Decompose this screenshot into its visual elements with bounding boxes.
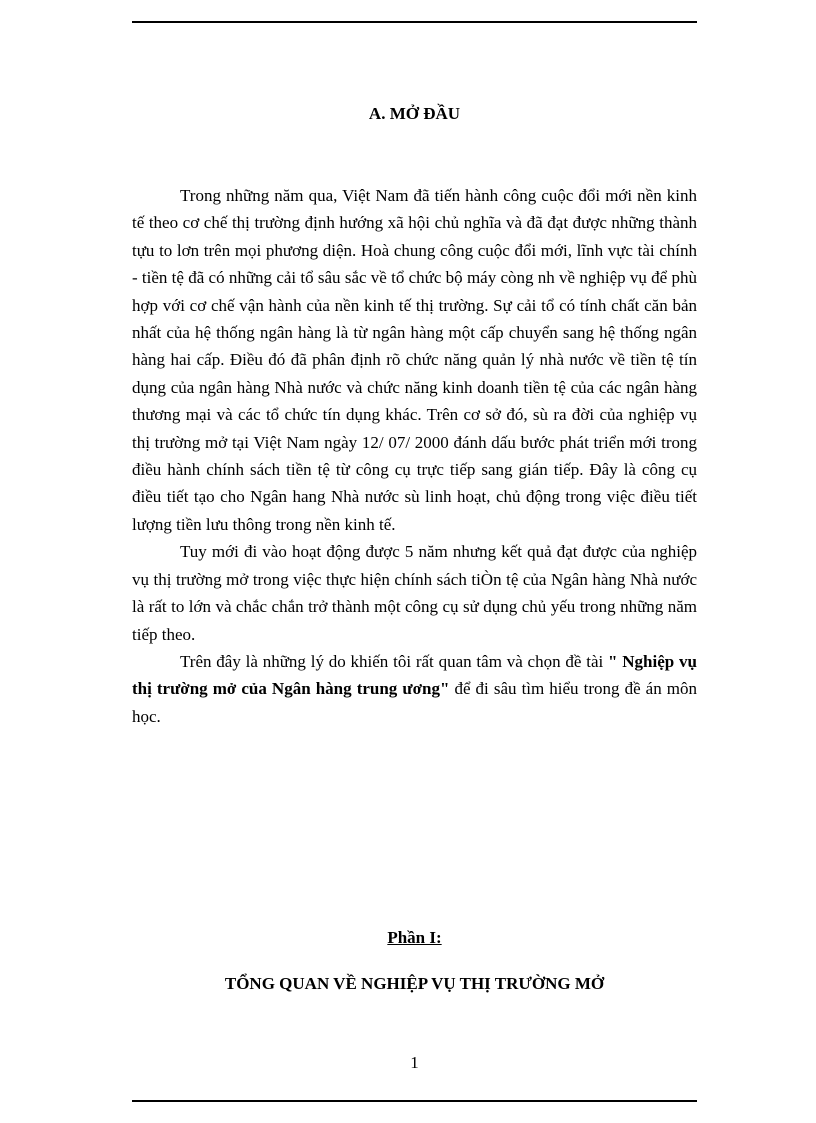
header-rule <box>132 21 697 23</box>
footer-rule <box>132 1100 697 1102</box>
page-number: 1 <box>410 1053 419 1072</box>
body-text <box>132 182 697 730</box>
paragraph-3-lead: Trên đây là những lý do khiến tôi rất quan tâm và chọn đề tài <box>180 651 609 671</box>
paragraph-1: Trong những năm qua, Việt Nam đã tiến hành công cuộc đổi mới nền kinh tế theo cơ chế thị trường định hướng xã hội chủ nghĩa và đã đạt được những thành tựu to lơn trên mọi phương diện. Hoà chung công cuộc đổi mới, lĩnh vực tài chính - tiền tệ đã có những cải tổ sâu sắc về tổ chức bộ máy còng nh về nghiệp vụ để phù hợp với cơ chế vận hành của nền kinh tế thị trường. Sự cải tổ có tính chất căn bản nhất của hệ thống ngân hàng là từ ngân hàng một cấp chuyển sang hệ thống ngân hàng hai cấp. Điều đó đã phân định rõ chức năng quản lý nhà nước về tiền tệ tín dụng của ngân hàng Nhà nước và chức năng kinh doanh tiền tệ của các ngân hàng thương mại và các tổ chức tín dụng khác. Trên cơ sở đó, sù ra đời của nghiệp vụ thị trường mở tại Việt Nam ngày 12/ 07/ 2000 đánh dấu bước phát triển mới trong điều hành chính sách tiền tệ từ công cụ trực tiếp sang gián tiếp. Đây là công cụ điều tiết tạo cho Ngân hang Nhà nước sù linh hoạt, chủ động trong việc điều tiết lượng tiền lưu thông trong nền kinh tế. <box>132 186 697 534</box>
paragraph-2: Tuy mới đi vào hoạt động được 5 năm nhưng kết quả đạt được của nghiệp vụ thị trường mở trong việc thực hiện chính sách tiÒn tệ của Ngân hàng Nhà nước là rất to lớn và chắc chắn trở thành một công cụ sử dụng chủ yếu trong những năm tiếp theo. <box>132 542 697 644</box>
paragraph-3-tail: để đi sâu tìm hiểu trong đề án môn học. <box>132 679 698 726</box>
topic-title: " Nghiệp vụ thị trường mở của Ngân hàng trung ương" <box>132 651 697 699</box>
paragraph-3 <box>132 648 697 730</box>
section-title: A. MỞ ĐẦU <box>368 104 461 123</box>
part-title: TỔNG QUAN VỀ NGHIỆP VỤ THỊ TRƯỜNG MỞ <box>224 974 605 993</box>
part-label: Phần I: <box>387 928 442 947</box>
